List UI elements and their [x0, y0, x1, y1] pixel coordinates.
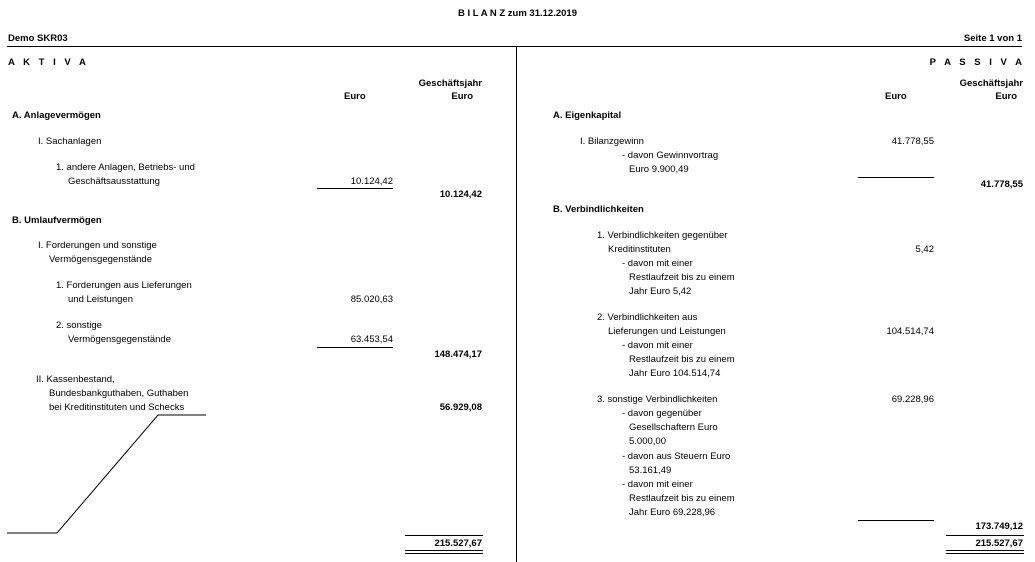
- passiva-col-gj-label: Geschäftsjahr: [959, 78, 1023, 89]
- passiva-a-i: I. Bilanzgewinn: [580, 136, 644, 147]
- passiva-b-1-note2: Restlaufzeit bis zu einem: [629, 272, 735, 283]
- aktiva-b-i-2-line1: 2. sonstige: [56, 320, 102, 331]
- aktiva-b-i-line2: Vermögensgegenstände: [49, 254, 152, 265]
- aktiva-col-gj-euro: Euro: [451, 91, 473, 102]
- passiva-col-euro: Euro: [885, 91, 907, 102]
- passiva-sum: 215.527,67: [975, 538, 1023, 549]
- passiva-a-total: 41.778,55: [980, 179, 1023, 190]
- passiva-b-1-line2: Kreditinstituten: [608, 244, 671, 255]
- passiva-a-i-value: 41.778,55: [891, 136, 934, 147]
- passiva-b-3-note5: 53.161,49: [629, 465, 672, 476]
- passiva-total-rule: [946, 535, 1024, 536]
- aktiva-a-title: A. Anlagevermögen: [12, 110, 101, 121]
- passiva-b-1-line1: 1. Verbindlichkeiten gegenüber: [597, 230, 728, 241]
- passiva-b-2-value: 104.514,74: [886, 326, 934, 337]
- passiva-b-1-value: 5,42: [915, 244, 934, 255]
- passiva-b-2-note3: Jahr Euro 104.514,74: [629, 368, 721, 379]
- aktiva-b-i-1-value: 85.020,63: [350, 294, 393, 305]
- aktiva-a-i-1-line1: 1. andere Anlagen, Betriebs- und: [56, 162, 195, 173]
- passiva-a-i-note1: - davon Gewinnvortrag: [622, 150, 719, 161]
- aktiva-a-i: I. Sachanlagen: [38, 136, 102, 147]
- passiva-a-i-note2: Euro 9.900,49: [629, 164, 689, 175]
- aktiva-total-rule: [405, 535, 483, 536]
- aktiva-title: A K T I V A: [8, 57, 89, 68]
- aktiva-sum: 215.527,67: [434, 538, 482, 549]
- passiva-a-subtotal-rule: [858, 177, 934, 178]
- passiva-b-3-note7: Restlaufzeit bis zu einem: [629, 493, 735, 504]
- passiva-b-3-note8: Jahr Euro 69.228,96: [629, 507, 716, 518]
- passiva-b-total: 173.749,12: [975, 521, 1023, 532]
- aktiva-b-i-2-value: 63.453,54: [350, 334, 393, 345]
- aktiva-b-i-2-line2: Vermögensgegenstände: [68, 334, 171, 345]
- passiva-b-3-note2: Gesellschaftern Euro: [629, 422, 718, 433]
- aktiva-a-i-1-line2: Geschäftsausstattung: [68, 176, 160, 187]
- passiva-b-3-line1: 3. sonstige Verbindlichkeiten: [597, 394, 718, 405]
- passiva-col-gj-euro: Euro: [995, 91, 1017, 102]
- passiva-b-3-note1: - davon gegenüber: [622, 408, 702, 419]
- passiva-b-2-line1: 2. Verbindlichkeiten aus: [597, 312, 698, 323]
- passiva-b-3-note4: - davon aus Steuern Euro: [622, 451, 731, 462]
- aktiva-b-i-1-line1: 1. Forderungen aus Lieferungen: [56, 280, 192, 291]
- aktiva-sum-double-rule: [405, 550, 483, 554]
- passiva-b-1-note1: - davon mit einer: [622, 258, 693, 269]
- aktiva-b-ii-line1: II. Kassenbestand,: [36, 374, 115, 385]
- aktiva-b-i-line1: I. Forderungen und sonstige: [38, 240, 157, 251]
- passiva-b-2-note2: Restlaufzeit bis zu einem: [629, 354, 735, 365]
- report-title: B I L A N Z zum 31.12.2019: [458, 8, 577, 19]
- passiva-b-title: B. Verbindlichkeiten: [553, 204, 644, 215]
- aktiva-b-ii-line2: Bundesbankguthaben, Guthaben: [49, 388, 189, 399]
- aktiva-col-gj-label: Geschäftsjahr: [418, 78, 482, 89]
- aktiva-b-i-total: 148.474,17: [434, 349, 482, 360]
- passiva-b-3-note3: 5.000,00: [629, 436, 666, 447]
- passiva-title: P A S S I V A: [929, 57, 1025, 68]
- aktiva-a-total: 10.124,42: [439, 189, 482, 200]
- aktiva-a-i-1-value: 10.124,42: [350, 176, 393, 187]
- passiva-b-3-value: 69.228,96: [891, 394, 934, 405]
- passiva-sum-double-rule: [946, 550, 1024, 554]
- passiva-b-2-note1: - davon mit einer: [622, 340, 693, 351]
- passiva-b-3-note6: - davon mit einer: [622, 479, 693, 490]
- aktiva-col-euro: Euro: [344, 91, 366, 102]
- aktiva-b-title: B. Umlaufvermögen: [12, 215, 102, 226]
- passiva-b-1-note3: Jahr Euro 5,42: [629, 286, 692, 297]
- passiva-a-title: A. Eigenkapital: [553, 110, 622, 121]
- passiva-b-2-line2: Lieferungen und Leistungen: [608, 326, 726, 337]
- aktiva-b-ii-line3: bei Kreditinstituten und Schecks: [49, 402, 185, 413]
- company-name: Demo SKR03: [8, 33, 68, 44]
- passiva-b-subtotal-rule: [858, 520, 934, 521]
- page-number: Seite 1 von 1: [963, 33, 1022, 44]
- aktiva-b-i-1-line2: und Leistungen: [68, 294, 133, 305]
- aktiva-b-ii-total: 56.929,08: [439, 402, 482, 413]
